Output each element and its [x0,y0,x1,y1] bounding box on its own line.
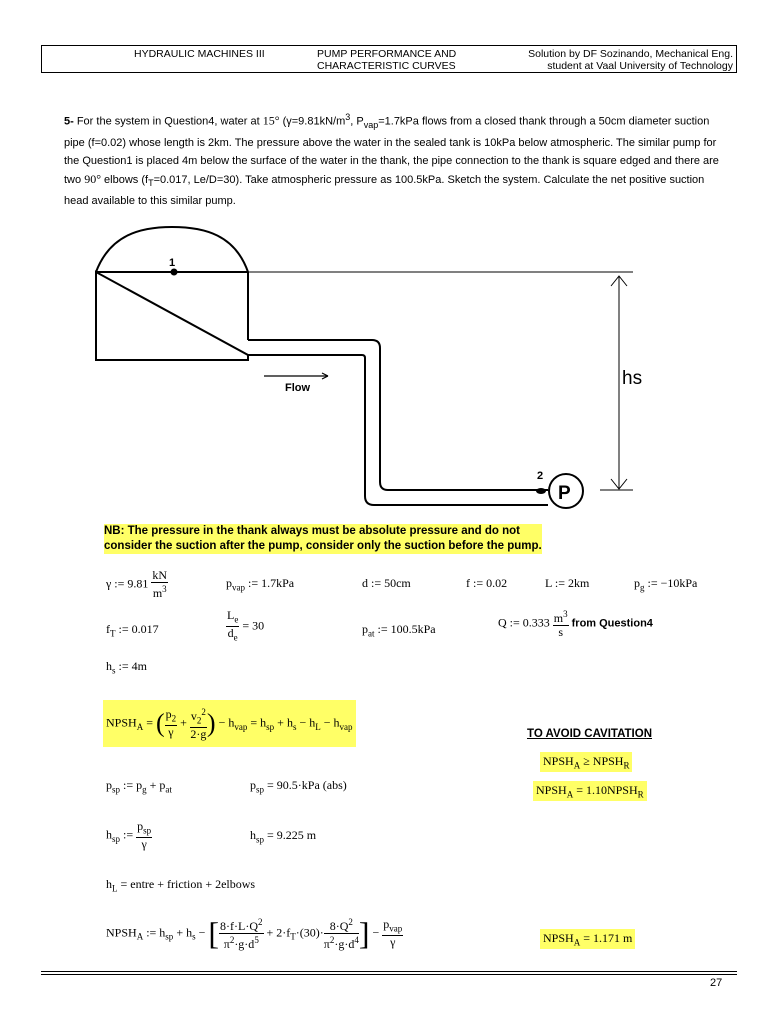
given-le-ratio: $\frac{L_e}{d_e}$ = 30 [227,608,265,643]
npsha-calculation: $NPSH_A$ := $h_{sp} + h_s$ − [ $\frac{8\cdot f\cdot L\cdot Q^2}{\pi^2\cdot g\cdot d^5}$ + $2\cdot f_T\cdot(30)\cdot$ $\frac{8\cdot Q^2}{\pi^2\cdot g\cdot d^4}$ ] − $\frac{p_{vap}}{\gamma}$ [106,915,403,951]
hsp-result: $h_{sp} = 9.225$ m [250,828,317,845]
header-topic: PUMP PERFORMANCE AND CHARACTERISTIC CURVES [317,48,457,72]
given-fT: $f_T$ := 0.017 [106,622,159,639]
given-d: d := 50cm [362,576,411,590]
hs-label: hs [622,368,643,389]
given-Q: Q := 0.333 $\frac{m^3}{s}$ from Question4 [498,609,653,639]
npsha-result: $NPSH_A = 1.171$ m [540,929,635,949]
problem-statement: 5- For the system in Question4, water at 15° ($\gamma=9.81kN/m^3$, $P_{vap}=1.7kPa$ flows from a closed thank through a 50cm diameter suction pipe (f=0.02) whose length is 2km. The pressure above the water in the sealed tank is 10kPa below atmospheric. The similar pump for the Question1 is placed 4m below the surface of the water in the thank, the pipe connection to the thank is square edged and there are two 90° elbows ($f_T=0.017$, Le/D=30). Take atmospheric pressure as 100.5kPa. Sketch the system. Calculate the net positive suction head available to this similar pump. [64,112,719,208]
header-course: HYDRAULIC MACHINES III [134,48,265,60]
given-L: L := 2km [545,576,590,590]
point-2-label: 2 [537,470,544,482]
cavitation-title: TO AVOID CAVITATION [527,728,653,740]
flow-label: Flow [285,382,311,394]
given-gamma: γ := 9.81 $\frac{kN}{m^3}$ [106,568,168,600]
point-2-marker [536,488,546,494]
footer-rule [41,971,737,972]
given-pat: $p_{at}$ := 100.5kPa [362,622,436,639]
given-pvap: $p_{vap}$ := 1.7kPa [226,576,295,593]
cavitation-condition-2: $NPSH_A$ = $1.10NPSH_R$ [533,781,647,801]
pump-label: P [558,483,571,504]
problem-number: 5- [64,115,74,128]
given-pg: $p_g$ := −10kPa [634,576,698,593]
header-author: Solution by DF Sozinando, Mechanical Eng. student at Vaal University of Technology [528,48,733,72]
given-hs: $h_s$ := 4m [106,659,147,676]
suction-pipe-inner [248,355,548,505]
nb-note: NB: The pressure in the thank always must be absolute pressure and do not consider the suction after the pump, consider only the suction before the pump. [104,525,542,552]
psp-result: $p_{sp} = 90.5\cdot kPa$ (abs) [250,778,347,795]
point-1-marker [171,269,178,276]
page-number: 27 [710,977,723,989]
given-f: f := 0.02 [466,576,508,590]
npsha-definition: $NPSH_A$ = ( $\frac{p_2}{\gamma}$ + $\frac{v_2^2}{2\cdot g}$ ) − $h_{vap} = h_{sp} + h_s - h_L - h_{vap}$ [103,700,356,747]
cavitation-condition-1: $NPSH_A$ ≥ $NPSH_R$ [540,752,632,772]
q-source-note: from Question4 [571,617,653,630]
hsp-definition: $h_{sp}$ := $\frac{p_{sp}}{\gamma}$ [106,819,152,852]
suction-pipe [248,340,548,490]
tank-outline [96,227,248,360]
hL-definition: $h_L$ = entre + friction + 2elbows [106,877,256,894]
point-1-label: 1 [169,257,176,269]
footer-rule-2 [41,974,737,975]
psp-definition: $p_{sp}$ := $p_g + p_{at}$ [106,778,172,795]
